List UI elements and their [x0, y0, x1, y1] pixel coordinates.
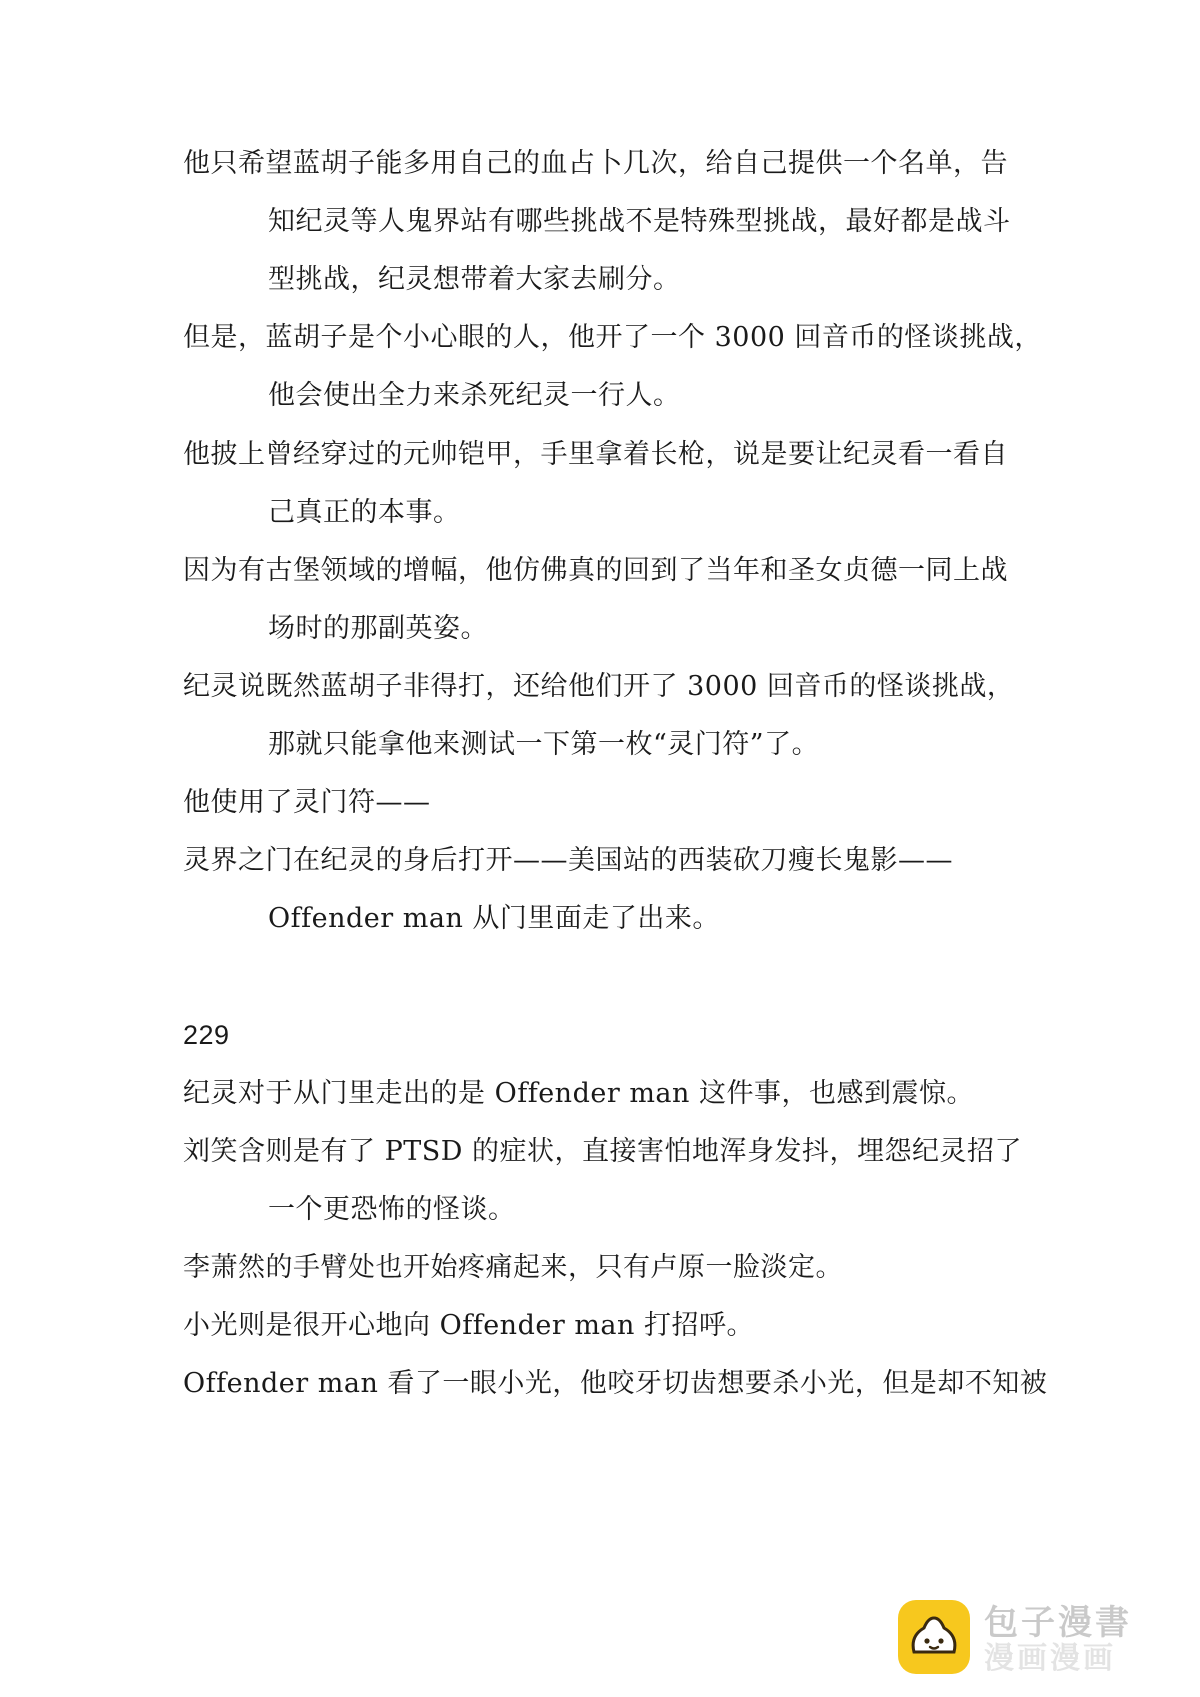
text-line: 那就只能拿他来测试一下第一枚“灵门符”了。 — [268, 729, 820, 760]
text-line: 一个更恐怖的怪谈。 — [268, 1194, 516, 1225]
text-line: 他披上曾经穿过的元帅铠甲，手里拿着长枪，说是要让纪灵看一看自 — [183, 439, 1008, 470]
text-line: 刘笑含则是有了 PTSD 的症状，直接害怕地浑身发抖，埋怨纪灵招了 — [183, 1136, 1022, 1167]
text-line: 灵界之门在纪灵的身后打开——美国站的西装砍刀瘦长鬼影—— — [183, 845, 953, 876]
text-line: 他只希望蓝胡子能多用自己的血占卜几次，给自己提供一个名单，告 — [183, 148, 1008, 179]
text-line: 知纪灵等人鬼界站有哪些挑战不是特殊型挑战，最好都是战斗 — [268, 206, 1011, 237]
text-line: 场时的那副英姿。 — [268, 613, 488, 644]
text-line: Offender man 从门里面走了出来。 — [268, 903, 720, 934]
text-line: 他会使出全力来杀死纪灵一行人。 — [268, 380, 681, 411]
watermark-subtitle: 漫画漫画 — [984, 1641, 1116, 1676]
text-line: 纪灵对于从门里走出的是 Offender man 这件事，也感到震惊。 — [183, 1078, 974, 1109]
text-line: 小光则是很开心地向 Offender man 打招呼。 — [183, 1310, 754, 1341]
bun-logo-icon — [898, 1600, 970, 1674]
text-line: 李萧然的手臂处也开始疼痛起来，只有卢原一脸淡定。 — [183, 1252, 843, 1283]
watermark — [898, 1598, 1198, 1688]
bun-face-icon — [908, 1614, 960, 1660]
text-line: 但是，蓝胡子是个小心眼的人，他开了一个 3000 回音币的怪谈挑战， — [183, 322, 1042, 353]
chapter-number: 229 — [183, 1020, 230, 1050]
text-line: 己真正的本事。 — [268, 497, 461, 528]
text-line: 因为有古堡领域的增幅，他仿佛真的回到了当年和圣女贞德一同上战 — [183, 555, 1008, 586]
watermark-title: 包子漫書 — [984, 1603, 1132, 1643]
text-line: 他使用了灵门符—— — [183, 787, 431, 818]
text-line: 型挑战，纪灵想带着大家去刷分。 — [268, 264, 681, 295]
text-line: 纪灵说既然蓝胡子非得打，还给他们开了 3000 回音币的怪谈挑战， — [183, 671, 1015, 702]
text-line: Offender man 看了一眼小光，他咬牙切齿想要杀小光，但是却不知被 — [183, 1368, 1048, 1399]
